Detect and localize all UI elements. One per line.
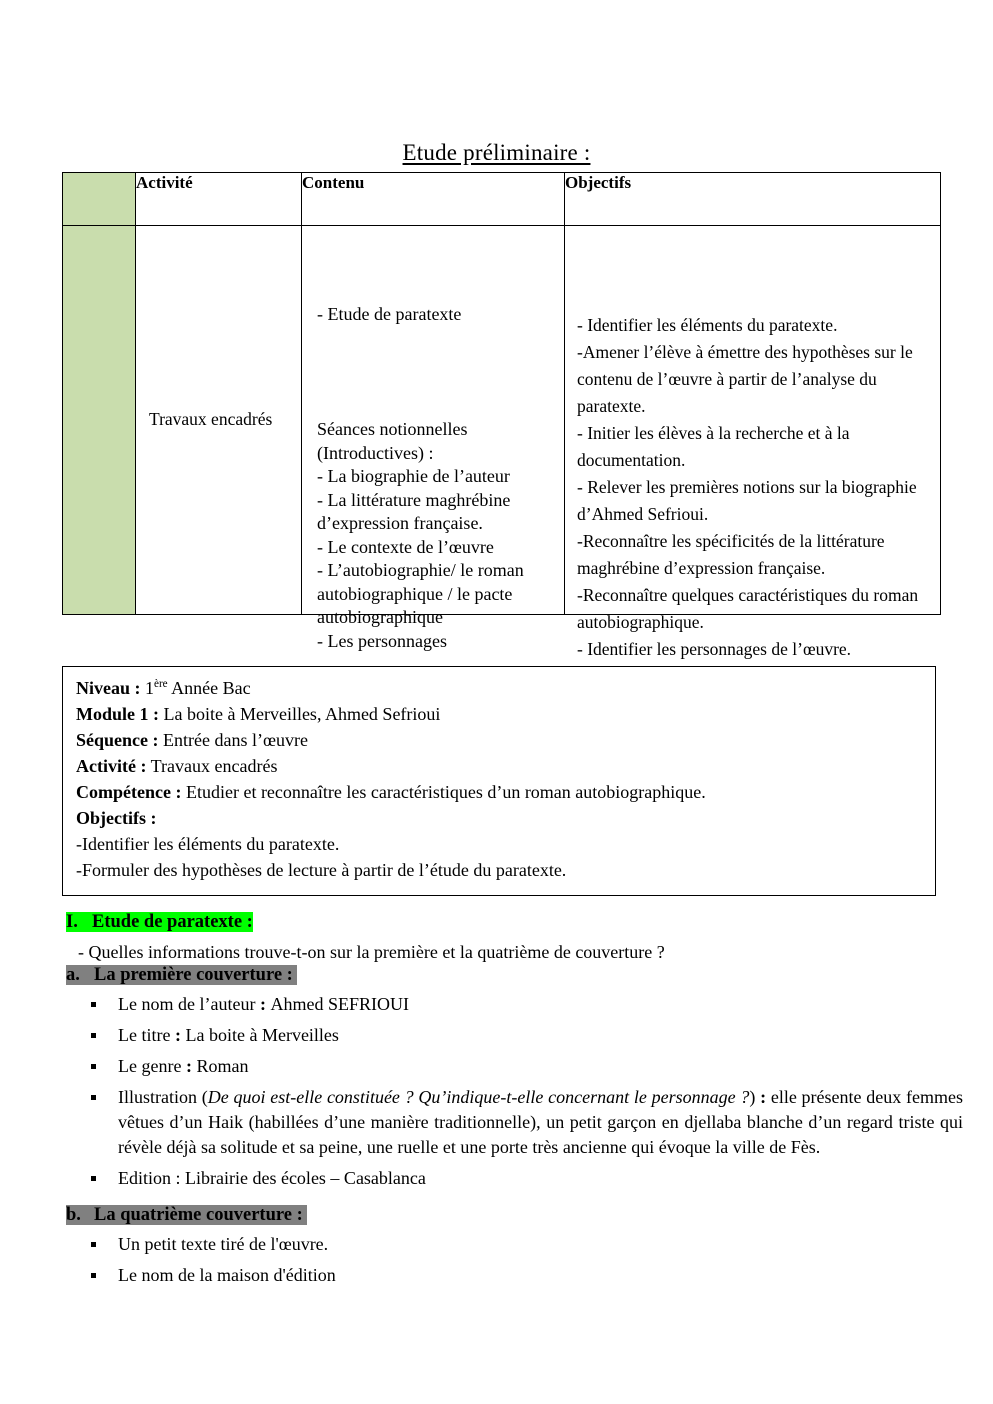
info-row-competence [76,779,935,805]
column-header-activite: Activité [136,173,302,226]
bullet-separator: : [170,1025,186,1045]
info-label-activite: Activité : [76,756,147,776]
info-value-niveau: 1ère Année Bac [145,678,251,698]
contenu-line: - La littérature maghrébine d’expression française. [317,489,511,533]
premiere-couverture-list [90,992,963,1197]
cell-contenu [302,226,565,651]
section-b-highlight [66,1205,307,1225]
list-item [90,1023,940,1048]
objectifs-list [577,312,932,663]
accent-column-cell [63,226,136,615]
info-row-activite [76,753,935,779]
bullet-label: Le nom de l’auteur [118,994,256,1014]
illustration-question: De quoi est-elle constituée ? Qu’indique-t-elle concernant le personnage ? [207,1087,750,1107]
cell-activite [136,226,302,615]
page-title [0,138,993,167]
objectif-item: - Relever les premières notions sur la biographie d’Ahmed Sefrioui. [577,477,917,524]
objectif-item: - Identifier les éléments du paratexte. [577,315,838,335]
section-a-highlight [66,965,297,985]
list-item: Un petit texte tiré de l'œuvre. [90,1232,940,1257]
bullet-value: Roman [196,1056,249,1076]
cell-objectifs [565,226,941,659]
info-label-objectifs: Objectifs : [76,808,157,828]
section-heading-premiere-couverture [66,965,297,986]
bullet-value: Ahmed SEFRIOUI [270,994,409,1014]
section-1-highlight [66,912,247,932]
contenu-first-item: - Etude de paratexte [317,304,462,324]
info-label-niveau: Niveau : [76,678,141,698]
info-objectif-2: -Formuler des hypothèses de lecture à partir de l’étude du paratexte. [76,860,567,880]
objectif-item: -Amener l’élève à émettre des hypothèses sur le contenu de l’œuvre à partir de l’analyse du paratexte. [577,342,913,416]
section-1-number: I. [66,912,78,932]
info-value-sequence: Entrée dans l’œuvre [163,730,308,750]
section-1-colon: : [246,912,253,932]
lesson-info-box [62,666,936,896]
info-row-objectifs-label [76,805,935,831]
section-a-number: a. [66,965,80,985]
list-item [90,1054,940,1079]
list-item-edition: Edition : Librairie des écoles – Casablanca [90,1166,940,1191]
illustration-close: ) [749,1087,756,1107]
column-header-objectifs: Objectifs [565,173,941,226]
contenu-line: - La biographie de l’auteur [317,466,510,486]
bullet-value: La boite à Merveilles [185,1025,339,1045]
table-header-row [63,173,941,226]
contenu-line: - Le contexte de l’œuvre [317,536,494,557]
contenu-line: - Les personnages [317,630,447,651]
info-objectif-1: -Identifier les éléments du paratexte. [76,834,340,854]
bullet-separator: : [255,994,271,1014]
contenu-line: Séances notionnelles (Introductives) : [317,419,468,463]
illustration-separator: : [755,1087,771,1107]
illustration-lead: Illustration ( [118,1087,208,1107]
section-1-question: - Quelles informations trouve-t-on sur la première et la quatrième de couverture ? [78,942,665,962]
list-item-illustration [90,1085,963,1160]
section-a-title: La première couverture : [94,965,293,985]
activite-value: Travaux encadrés [149,409,273,429]
info-row-module [76,701,935,727]
accent-column-header-cell [63,173,136,226]
section-1-title: Etude de paratexte [92,912,243,932]
bullet-label: Le titre [118,1025,171,1045]
info-row-sequence [76,727,935,753]
section-b-title: La quatrième couverture : [94,1205,303,1225]
table-row [63,226,941,615]
lesson-plan-table [62,172,941,659]
info-row-niveau [76,675,935,701]
list-item: Le nom de la maison d'édition [90,1263,940,1288]
objectif-item: - Initier les élèves à la recherche et à la documentation. [577,423,850,470]
column-header-contenu: Contenu [302,173,565,226]
objectif-item: -Reconnaître quelques caractéristiques du roman autobiographique. [577,585,919,632]
section-heading-quatrieme-couverture [66,1205,307,1226]
page-title-text: Etude préliminaire : [402,140,591,165]
quatrieme-couverture-list [90,1232,940,1294]
section-b-number: b. [66,1205,81,1225]
objectif-item: -Reconnaître les spécificités de la littérature maghrébine d’expression française. [577,531,885,578]
contenu-line: - L’autobiographie/ le roman autobiographique / le pacte autobiographique [317,560,524,627]
section-heading-etude-de-paratexte [66,912,253,933]
info-value-competence: Etudier et reconnaître les caractéristiques d’un roman autobiographique. [185,782,706,802]
info-label-sequence: Séquence : [76,730,159,750]
list-item [90,992,940,1017]
bullet-label: Le genre [118,1056,182,1076]
niveau-superscript: ère [154,678,168,690]
illustration-text: elle présente deux femmes vêtues d’un Haik (habillées d’une manière traditionnelle), un petit garçon en djellaba blanche d’un regard triste qui révèle déjà sa solitude et sa peine, une ruelle et une porte très ancienne qui évoque la ville de Fès. [118,1087,963,1157]
info-label-competence: Compétence : [76,782,182,802]
objectif-item: - Identifier les personnages de l’œuvre. [577,639,852,659]
info-value-activite: Travaux encadrés [150,756,278,776]
bullet-separator: : [181,1056,197,1076]
info-label-module: Module 1 : [76,704,159,724]
contenu-list [317,418,558,653]
info-value-module: La boite à Merveilles, Ahmed Sefrioui [163,704,441,724]
